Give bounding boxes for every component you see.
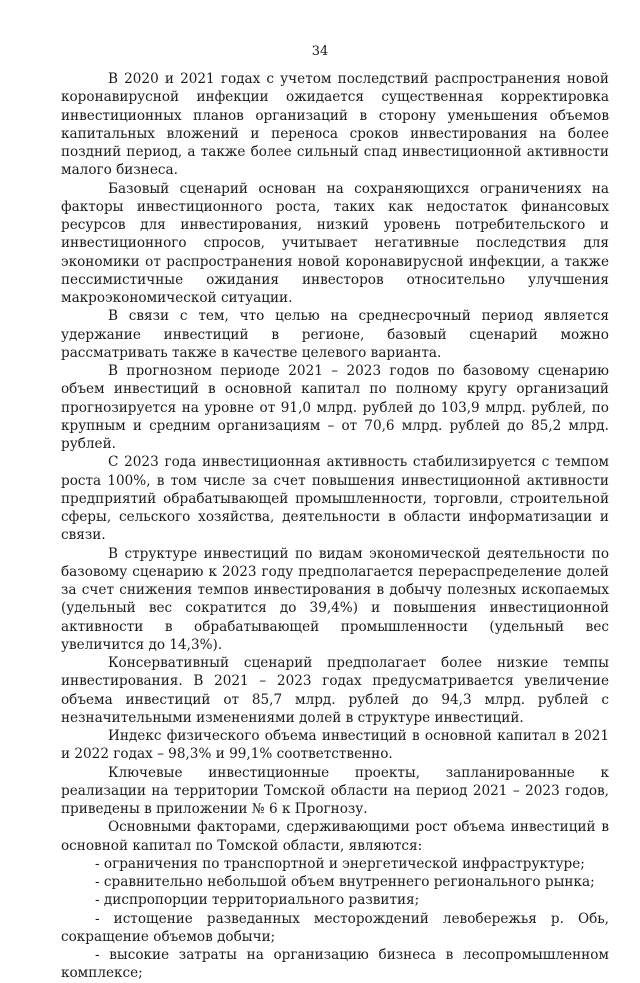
paragraph-structure: В структуре инвестиций по видам экономической деятельности по базовому сценарию к 2023 году предполагается перераспределение долей за счет снижения темпов инвестирования в добычу полезных ископаемых (удельный вес сократится до 39,4%) и повышения инвестиционной активности в обрабатывающей промышленности (удельный вес увеличится до 14,3%). [61, 545, 609, 653]
paragraph-key-projects: Ключевые инвестиционные проекты, запланированные к реализации на территории Томской области на период 2021 – 2023 годов, приведены в приложении № 6 к Прогнозу. [61, 764, 609, 817]
paragraph-covid-impact: В 2020 и 2021 годах с учетом последствий распространения новой коронавирусной инфекции ожидается существенная корректировка инвестиционных планов организаций в сторону уменьшения объемов капитальных вложений и переноса сроков инвестирования на более поздний период, а также более сильный спад инвестиционной активности малого бизнеса. [61, 71, 609, 179]
paragraph-base-scenario: Базовый сценарий основан на сохраняющихся ограничениях на факторы инвестиционного роста, таких как недостаток финансовых ресурсов для инвестирования, низкий уровень потребительского и инвестиционного спросов, учитывает негативные последствия для экономики от распространения новой коронавирусной инфекции, а также пессимистичные ожидания инвесторов относительно улучшения макроэкономической ситуации. [61, 180, 609, 306]
list-item: - ограничения по транспортной и энергетической инфраструктуре; [95, 855, 585, 872]
paragraph-forecast-volume: В прогнозном периоде 2021 – 2023 годов по базовому сценарию объем инвестиций в основной капитал по полному кругу организаций прогнозируется на уровне от 91,0 млрд. рублей до 103,9 млрд. рублей, по крупным и средним организациям – от 70,6 млрд. рублей до 85,2 млрд. рублей. [61, 363, 609, 452]
list-item: - высокие затраты на организацию бизнеса в лесопромышленном комплексе; [61, 947, 609, 982]
paragraph-target-variant: В связи с тем, что целью на среднесрочный период является удержание инвестиций в регионе, базовый сценарий можно рассматривать также в качестве целевого варианта. [61, 308, 609, 361]
list-item: - истощение разведанных месторождений левобережья р. Обь, сокращение объемов добычи; [61, 910, 609, 945]
page-number: 34 [311, 44, 329, 59]
paragraph-volume-index: Индекс физического объема инвестиций в основной капитал в 2021 и 2022 годах – 98,3% и 99,1% соответственно. [61, 728, 609, 763]
paragraph-conservative-scenario: Консервативный сценарий предполагает более низкие темпы инвестирования. В 2021 – 2023 годах предусматривается увеличение объема инвестиций от 85,7 млрд. рублей до 94,3 млрд. рублей с незначительными изменениями долей в структуре инвестиций. [61, 655, 609, 726]
list-item: - сравнительно небольшой объем внутреннего регионального рынка; [95, 874, 595, 890]
paragraph-stabilization: С 2023 года инвестиционная активность стабилизируется с темпом роста 100%, в том числе за счет повышения инвестиционной активности предприятий обрабатывающей промышленности, торговли, строительной сферы, сельского хозяйства, деятельности в области информатизации и связи. [61, 454, 609, 544]
paragraph-constraining-factors: Основными факторами, сдерживающими рост объема инвестиций в основной капитал по Томской области, являются: [61, 819, 609, 854]
list-item: - диспропорции территориального развития; [95, 892, 420, 909]
document-body [61, 70, 609, 983]
